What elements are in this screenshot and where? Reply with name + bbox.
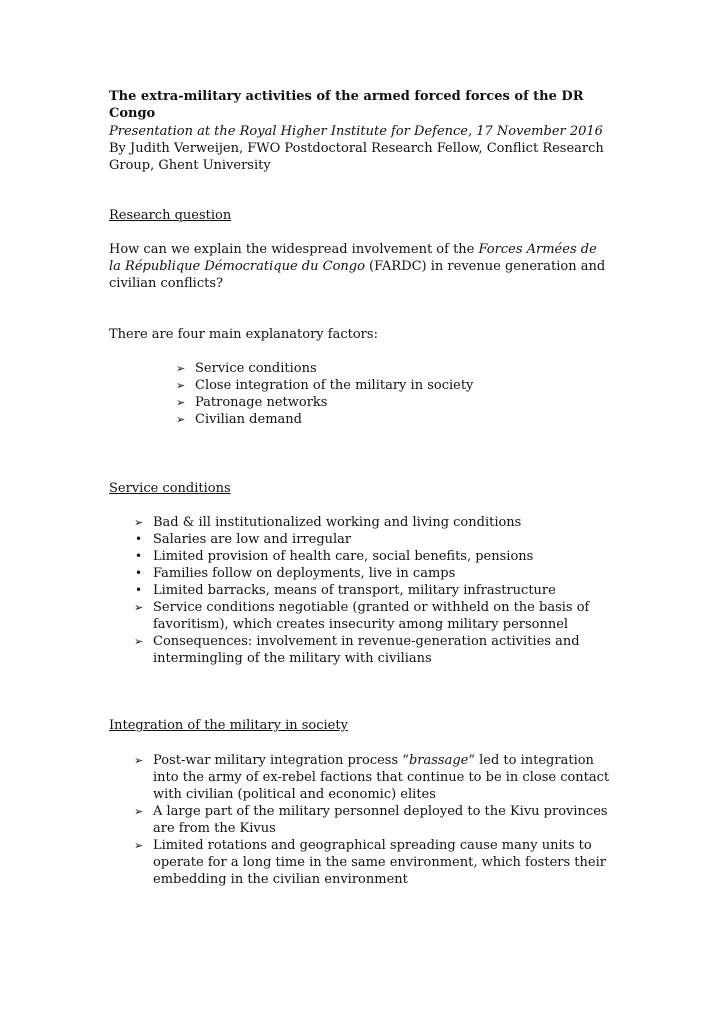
integration-list <box>131 752 611 888</box>
dot-bullet-icon: • <box>135 566 143 580</box>
research-question-text: How can we explain the widespread involvement of the Forces Armées de la République Démocratique du Congo (FARDC) in revenue generation and civilian conflicts? <box>109 242 606 291</box>
list-item: ➢ Limited rotations and geographical spreading cause many units to operate for a long time in the same environment, which fosters their embedding in the civilian environment <box>134 838 606 887</box>
factors-intro: There are four main explanatory factors: <box>109 327 378 342</box>
list-item: ➢ Service conditions negotiable (granted or withheld on the basis of favoritism), which creates insecurity among military personnel <box>134 600 590 632</box>
arrow-bullet-icon: ➢ <box>134 635 144 648</box>
arrow-bullet-icon: ➢ <box>134 839 144 852</box>
arrow-bullet-icon: ➢ <box>134 516 144 529</box>
research-question-heading: Research question <box>109 208 232 223</box>
integration-heading: Integration of the military in society <box>109 718 348 733</box>
author-line: By Judith Verweijen, FWO Postdoctoral Research Fellow, Conflict Research Group, Ghent University <box>109 141 604 173</box>
presentation-line: Presentation at the Royal Higher Institute for Defence, 17 November 2016 <box>109 124 603 139</box>
dot-bullet-icon: • <box>135 532 143 546</box>
dot-bullet-icon: • <box>135 583 143 597</box>
arrow-bullet-icon: ➢ <box>134 805 144 818</box>
document-title: The extra-military activities of the armed forced forces of the DR Congo <box>109 89 584 121</box>
list-item: ➢ Close integration of the military in society <box>176 378 474 393</box>
arrow-bullet-icon: ➢ <box>176 362 186 375</box>
list-item: ➢ Post-war military integration process “brassage” led to integration into the army of ex-rebel factions that continue to be in close contact with civilian (political and economic) elites <box>134 753 610 802</box>
list-item: • Families follow on deployments, live in camps <box>135 566 456 581</box>
list-item: ➢ Bad & ill institutionalized working and living conditions <box>134 515 522 530</box>
list-item: ➢ Civilian demand <box>176 412 302 427</box>
list-item: ➢ Consequences: involvement in revenue-generation activities and intermingling of the military with civilians <box>134 634 580 666</box>
arrow-bullet-icon: ➢ <box>134 754 144 767</box>
service-conditions-list <box>131 514 611 667</box>
factors-list <box>173 360 593 428</box>
arrow-bullet-icon: ➢ <box>134 601 144 614</box>
list-item: • Limited barracks, means of transport, military infrastructure <box>135 583 556 598</box>
dot-bullet-icon: • <box>135 549 143 563</box>
arrow-bullet-icon: ➢ <box>176 379 186 392</box>
list-item: ➢ Service conditions <box>176 361 317 376</box>
list-item: • Limited provision of health care, social benefits, pensions <box>135 549 534 564</box>
list-item: ➢ Patronage networks <box>176 395 328 410</box>
service-conditions-heading: Service conditions <box>109 481 231 496</box>
list-item: ➢ A large part of the military personnel deployed to the Kivu provinces are from the Kivus <box>134 804 608 836</box>
document-subtitle <box>109 123 609 174</box>
fardc-full-name: Forces Armées de la République Démocratique du Congo <box>109 242 597 274</box>
brassage-term: brassage <box>408 753 469 768</box>
arrow-bullet-icon: ➢ <box>176 396 186 409</box>
list-item: • Salaries are low and irregular <box>135 532 352 547</box>
arrow-bullet-icon: ➢ <box>176 413 186 426</box>
